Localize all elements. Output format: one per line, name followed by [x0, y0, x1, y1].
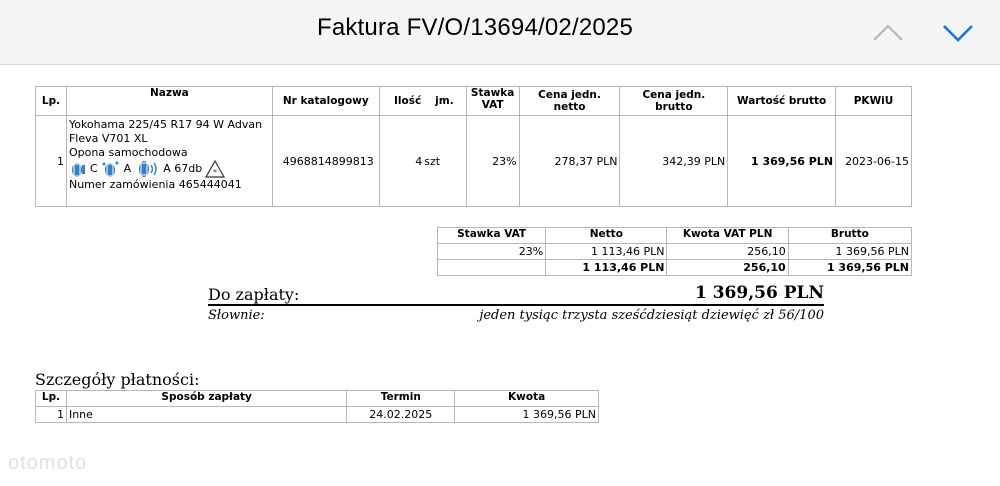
col-ilosc: Ilość	[379, 87, 423, 116]
table-row	[438, 244, 912, 260]
payment-header-row	[36, 391, 599, 407]
amount-in-words	[208, 308, 824, 323]
payment-details-title: Szczegóły płatności:	[35, 370, 200, 389]
invoice-title: Faktura FV/O/13694/02/2025	[316, 14, 634, 41]
product-name-line: Fleva V701 XL	[68, 132, 148, 145]
wet-grip-class: A	[123, 162, 132, 175]
product-type: Opona samochodowa	[68, 146, 188, 159]
vat-col-kwota: Kwota VAT PLN	[667, 228, 788, 244]
vat-total-brutto: 1 369,56 PLN	[788, 260, 911, 276]
cell-lp: 1	[36, 116, 67, 207]
amount-due-label: Do zapłaty:	[208, 285, 300, 304]
vat-summary-table	[437, 227, 912, 276]
pay-col-termin: Termin	[347, 391, 455, 407]
amount-in-words-label: Słownie:	[208, 308, 265, 323]
previous-button[interactable]	[870, 20, 906, 44]
pay-col-sposob: Sposób zapłaty	[66, 391, 346, 407]
fuel-class: C	[89, 162, 98, 175]
col-brutto: Cena jedn. brutto	[620, 87, 728, 116]
chevron-up-icon	[870, 20, 906, 44]
cell-netto: 278,37 PLN	[519, 116, 620, 207]
vat-kwota: 256,10	[667, 244, 788, 260]
vat-total-empty	[438, 260, 546, 276]
cell-nr: 4968814899813	[272, 116, 379, 207]
pay-termin: 24.02.2025	[347, 407, 455, 423]
amount-due-value: 1 369,56 PLN	[694, 283, 824, 303]
svg-text:*: *	[213, 168, 218, 177]
tyre-label-icons	[69, 160, 270, 178]
vat-total-netto: 1 113,46 PLN	[546, 260, 667, 276]
cell-wartosc: 1 369,56 PLN	[728, 116, 836, 207]
cell-stawka: 23%	[466, 116, 519, 207]
items-header-row	[36, 87, 912, 116]
vat-header-row	[438, 228, 912, 244]
invoice-header-bar	[0, 0, 1000, 65]
snow-mountain-icon	[205, 160, 225, 178]
vat-total-row	[438, 260, 912, 276]
pay-col-kwota: Kwota	[455, 391, 599, 407]
amount-in-words-value: jeden tysiąc trzysta sześćdziesiąt dziewięć zł 56/100	[479, 308, 824, 323]
cell-ilosc: 4	[379, 116, 423, 207]
col-netto: Cena jedn. netto	[519, 87, 620, 116]
cell-brutto: 342,39 PLN	[620, 116, 728, 207]
cell-pkwiu: 2023-06-15	[836, 116, 912, 207]
vat-brutto: 1 369,56 PLN	[788, 244, 911, 260]
pay-col-lp: Lp.	[36, 391, 67, 407]
product-name-line: Yokohama 225/45 R17 94 W Advan	[68, 118, 263, 131]
noise-icon	[134, 160, 160, 178]
wet-grip-icon	[101, 160, 121, 178]
cell-jm: szt	[423, 116, 466, 207]
vat-col-brutto: Brutto	[788, 228, 911, 244]
order-number: Numer zamówienia 465444041	[68, 178, 242, 191]
col-wartosc: Wartość brutto	[728, 87, 836, 116]
vat-total-kwota: 256,10	[667, 260, 788, 276]
pay-kwota: 1 369,56 PLN	[455, 407, 599, 423]
cell-product-name	[66, 116, 272, 207]
payment-table	[35, 390, 599, 423]
next-button[interactable]	[940, 20, 976, 44]
col-nr: Nr katalogowy	[272, 87, 379, 116]
col-stawka: Stawka VAT	[466, 87, 519, 116]
col-nazwa: Nazwa	[66, 87, 272, 116]
amount-due	[208, 284, 824, 306]
noise-class: A 67db	[163, 162, 203, 175]
table-row	[36, 407, 599, 423]
watermark-logo: otomoto	[8, 452, 88, 474]
vat-stawka: 23%	[438, 244, 546, 260]
col-jm: jm.	[423, 87, 466, 116]
col-pkwiu: PKWiU	[836, 87, 912, 116]
items-table	[35, 86, 912, 207]
vat-col-netto: Netto	[546, 228, 667, 244]
chevron-down-icon	[940, 20, 976, 44]
vat-col-stawka: Stawka VAT	[438, 228, 546, 244]
pay-sposob: Inne	[66, 407, 346, 423]
pay-lp: 1	[36, 407, 67, 423]
col-lp: Lp.	[36, 87, 67, 116]
fuel-efficiency-icon	[69, 160, 87, 178]
table-row	[36, 116, 912, 207]
vat-netto: 1 113,46 PLN	[546, 244, 667, 260]
